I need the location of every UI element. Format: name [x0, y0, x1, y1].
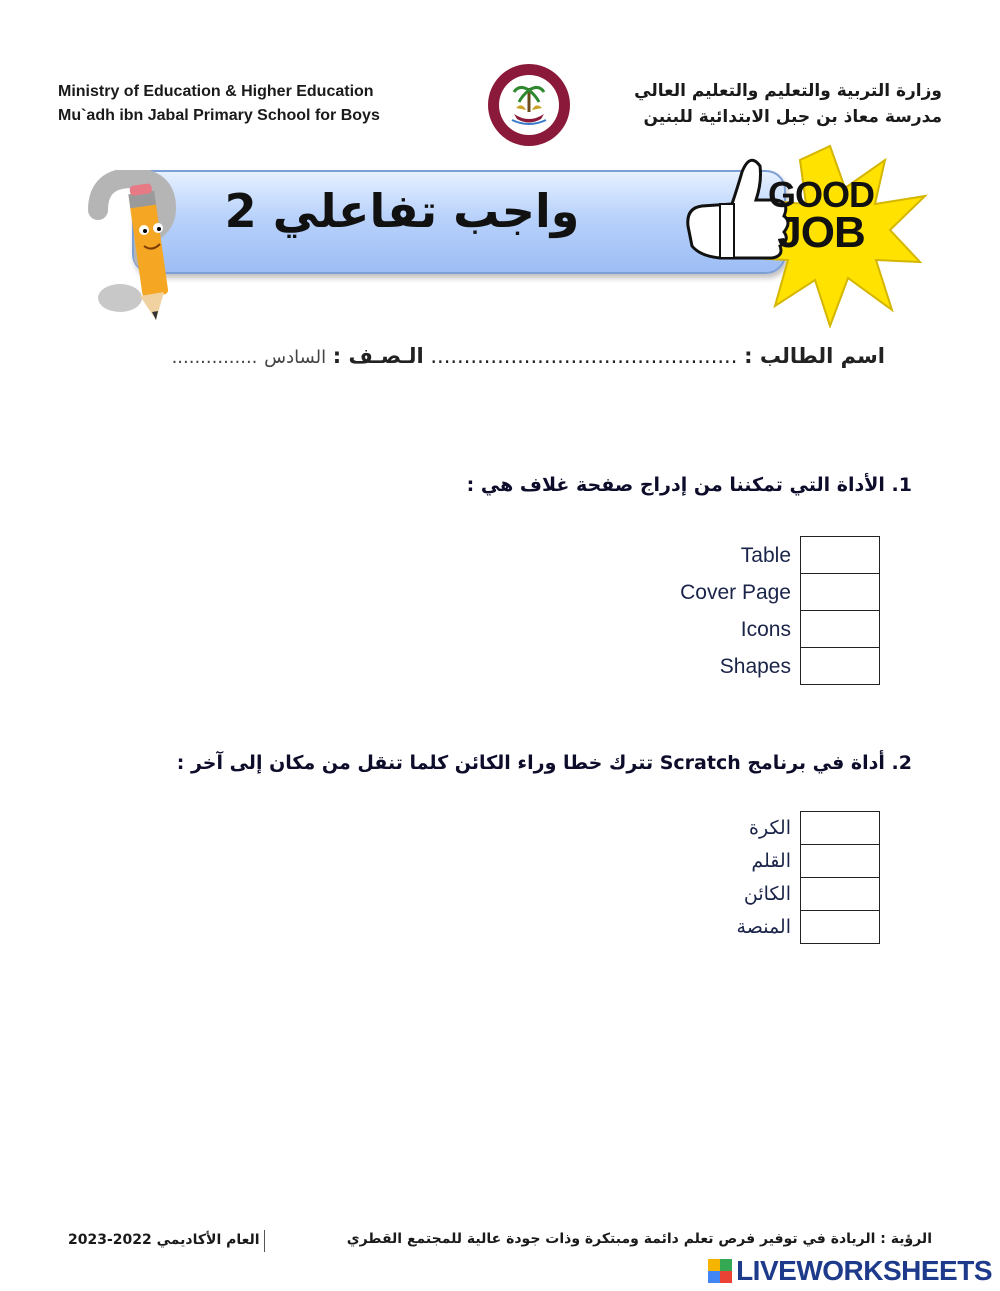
option-label: المنصة	[736, 916, 791, 938]
page-title: واجب تفاعلي 2	[224, 184, 580, 238]
footer-academic-year: العام الأكاديمي 2022-2023	[68, 1232, 260, 1248]
student-name-field[interactable]: ..............................................	[430, 344, 738, 368]
ministry-name-en: Ministry of Education & Higher Education	[58, 83, 374, 100]
question-2	[177, 752, 912, 774]
school-name-ar: مدرسة معاذ بن جبل الابتدائية للبنين	[643, 107, 942, 127]
liveworksheets-logo-icon	[708, 1259, 732, 1283]
option-label: Table	[740, 544, 791, 567]
liveworksheets-text: LIVEWORKSHEETS	[736, 1255, 992, 1286]
student-info-line	[172, 344, 885, 368]
ministry-name-ar: وزارة التربية والتعليم والتعليم العالي	[634, 81, 942, 101]
good-job-text: GOOD JOB	[768, 174, 875, 257]
question-1-options	[680, 537, 880, 685]
option-label: Icons	[740, 618, 791, 641]
option-label: Cover Page	[680, 581, 791, 604]
question-number: 2.	[891, 752, 912, 774]
header-english	[58, 80, 380, 128]
question-text: أداة في برنامج Scratch تترك خطا وراء الكائن كلما تنقل من مكان إلى آخر :	[176, 752, 885, 774]
answer-box[interactable]	[800, 910, 880, 944]
footer-vision: الرؤية : الريادة في توفير فرص تعلم دائمة ومبتكرة وذات جودة عالية للمجتمع القطري	[346, 1231, 932, 1247]
grade-dots: ...............	[171, 347, 258, 368]
answer-box[interactable]	[800, 536, 880, 574]
student-name-label: اسم الطالب :	[744, 344, 885, 368]
qatar-ministry-seal-logo	[486, 62, 572, 148]
liveworksheets-watermark	[708, 1256, 992, 1286]
question-2-options	[737, 812, 880, 944]
answer-box[interactable]	[800, 647, 880, 685]
grade-value: السادس	[264, 347, 327, 368]
option-label: الكرة	[749, 817, 791, 839]
answer-box[interactable]	[800, 844, 880, 878]
question-mark-pencil-icon	[80, 170, 190, 330]
option-label: Shapes	[719, 655, 791, 678]
answer-box[interactable]	[800, 877, 880, 911]
grade-label: الـصـف :	[332, 344, 424, 368]
question-number: 1.	[891, 474, 912, 496]
header-arabic	[634, 78, 942, 130]
answer-box[interactable]	[800, 573, 880, 611]
footer-divider	[264, 1230, 265, 1252]
good-job-sticker	[680, 138, 930, 328]
question-1	[467, 474, 912, 496]
option-label: القلم	[751, 850, 791, 872]
answer-box[interactable]	[800, 811, 880, 845]
answer-box[interactable]	[800, 610, 880, 648]
school-name-en: Mu`adh ibn Jabal Primary School for Boys	[58, 107, 380, 124]
option-label: الكائن	[743, 883, 791, 905]
question-text: الأداة التي تمكننا من إدراج صفحة غلاف هي :	[466, 474, 885, 496]
